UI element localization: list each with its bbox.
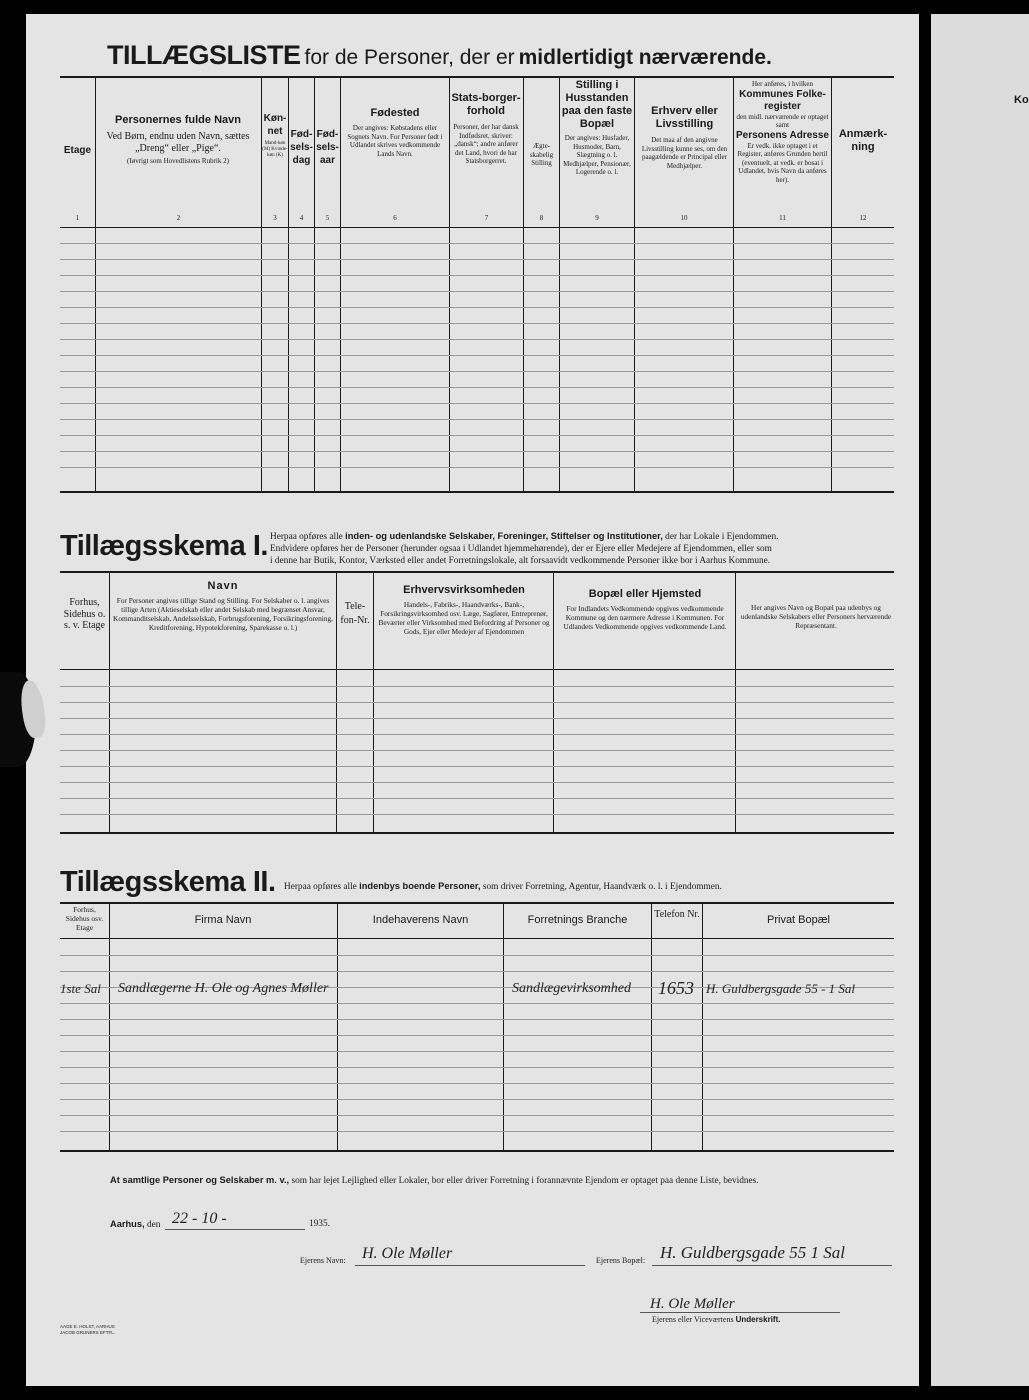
schema2-col-branche: Forretnings Branche [527,914,628,926]
schema1-col-repraesentant: Her angives Navn og Bopæl paa udenbys og udenlandske Selskabers eller Personers herværende Repræsentant. [740,603,892,630]
list-row-rule [60,403,894,404]
list-col-etage: Etage [63,145,92,156]
list-row-rule [60,259,894,260]
owner-address-label: Ejerens Bopæl: [596,1256,646,1265]
list-header-rule [60,227,894,228]
schema1-top-rule [60,571,894,573]
declaration: At samtlige Personer og Selskaber m. v., som har lejet Lejlighed eller Lokaler, bor eller driver Forretning i forannævnte Ejendom er optaget paa denne Liste, bevidnes. [110,1175,759,1186]
list-col-foedselsaar: Fød-sels-aar [316,129,339,166]
schema2-row-rule [60,955,894,956]
list-row-rule [60,387,894,388]
schema1-col-etage: Forhus, Sidehus o. s. v. Etage [63,597,106,631]
col-number: 10 [680,214,688,222]
list-col-name: Personernes fulde Navn Ved Børn, endnu uden Navn, sættes „Dreng“ eller „Pige“. (Iøvrigt som Hovedlistens Rubrik 2) [106,114,250,165]
schema2-col-telefon: Telefon Nr. [654,909,700,920]
list-row-rule [60,419,894,420]
schema2-row-rule [60,1115,894,1116]
col-number: 12 [859,214,867,222]
schema1-col-bopael: Bopæl eller Hjemsted For Indlandets Vedkommende opgives vedkommende Kommune og den nærmere Adresse i Kommunen. For Udlandets Vedkommende opgives vedkommende Land. [563,588,727,631]
schema1-bottom-rule [60,832,894,834]
date-underline [165,1229,305,1230]
list-col-divider [634,78,635,491]
list-title-bold2: midlertidigt nærværende. [518,46,772,69]
schema1-col-navn: Navn For Personer angives tillige Stand og Stilling. For Selskaber o. l. angives tillige Arten (Aktieselskab eller andet Selskab med begrænset Ansvar, Kommanditselskab, Andelsselskab, Forbrugsforening, Forsikringsforening, Kreditforening, Hypotekforening, Sparekasse o. l.) [113,580,333,632]
list-col-statsborger: Stats-borger-forhold Personer, der har dansk Indfødsret, skriver: „dansk“; andre anfører det Land, hvori de har Statsborgerret. [451,92,521,165]
list-row-rule [60,307,894,308]
list-top-rule [60,76,894,78]
schema2-col-etage: Forhus, Sidehus osv. Etage [65,905,104,932]
schema2-row-rule [60,1003,894,1004]
schema2-col-divider [651,904,652,1150]
schema2-col-bopael: Privat Bopæl [767,914,830,926]
list-row-rule [60,435,894,436]
owner-address-handwritten: H. Guldbergsgade 55 1 Sal [660,1243,845,1262]
list-row-rule [60,355,894,356]
list-col-divider [733,78,734,491]
owner-address-underline [652,1265,892,1266]
schema2-row-rule [60,971,894,972]
row-branche-handwritten: Sandlægevirksomhed [512,981,631,996]
schema2-title: Tillægsskema II. [60,866,276,898]
list-col-erhverv: Erhverv eller Livsstilling Det maa af den angivne Livsstilling kunne ses, om den paagældende er Principal eller Medhjælper. [641,105,728,170]
schema1-description: Herpaa opføres alle inden- og udenlandske Selskaber, Foreninger, Stiftelser og Institutioner, der har Lokale i Ejendommen. Endvidere opføres her de Personer (herunder ogsaa i Udlandet hjemmehørende), der er Ejere eller Medejere af Ejendommen, eller som i denne har Butik, Kontor, Værksted eller andet Forretningslokale, alt forsaavidt vedkommende Personer ikke bor i Aarhus Kommune. [270,531,779,566]
list-col-divider [95,78,96,491]
schema2-col-firma: Firma Navn [194,914,252,926]
schema1-row-rule [60,718,894,719]
schema1-row-rule [60,750,894,751]
list-col-foedested: Fødested Der angives: Købstadens eller Sognets Navn. For Personer født i Udlandet skrives vedkommende Lands Navn. [347,107,443,158]
schema2-col-indehaver: Indehaverens Navn [372,914,469,926]
date-line: Aarhus, den [110,1219,161,1230]
owner-name-underline [355,1265,585,1266]
list-col-divider [340,78,341,491]
list-title-bold: TILLÆGSLISTE [107,40,301,70]
schema2-col-divider [337,904,338,1150]
adjacent-page-text: Ko [1014,94,1029,106]
date-handwritten: 22 - 10 - [172,1210,227,1227]
list-col-folkeregister: Her anføres, i hvilken Kommunes Folke-register den midl. nærværende er optaget samt Personens Adresse Er vedk. ikke optaget i et Register, anføres Grunden hertil (eventuelt, at vedk. er bosat i Udlandet, hvis Navn da anføres her). [735,80,829,184]
col-number: 6 [393,214,397,222]
schema2-description: Herpaa opføres alle indenbys boende Personer, som driver Forretning, Agentur, Haandværk o. l. i Ejendommen. [284,881,722,892]
schema2-row-rule [60,1083,894,1084]
schema2-col-divider [702,904,703,1150]
list-title-mid: for de Personer, der er [304,46,515,69]
col-number: 9 [595,214,599,222]
list-row-rule [60,323,894,324]
row-bopael-handwritten: H. Guldbergsgade 55 - 1 Sal [706,981,856,996]
schema2-header-rule [60,938,894,939]
schema1-row-rule [60,734,894,735]
schema1-title: Tillægsskema I. [60,530,268,562]
schema2-bottom-rule [60,1150,894,1152]
list-row-rule [60,371,894,372]
year: 1935. [309,1219,330,1229]
schema2-row-rule [60,1067,894,1068]
list-col-anmaerkning: Anmærk-ning [838,128,888,153]
list-row-rule [60,275,894,276]
schema2-col-divider [503,904,504,1150]
col-number: 1 [75,214,80,222]
col-number: 3 [273,214,277,222]
signature-underline [640,1312,840,1313]
list-col-stilling: Stilling i Husstanden paa den faste Bopæl Der angives: Husfader, Husmoder, Barn, Slægtning o. l. Medhjælper, Pensionær, Logerende o. l. [561,79,633,176]
schema1-row-rule [60,798,894,799]
signature-label: Ejerens eller Viceværtens Underskrift. [652,1315,781,1324]
col-number: 8 [539,214,544,222]
col-number: 2 [176,214,181,222]
schema1-row-rule [60,782,894,783]
schema2-row-rule [60,1035,894,1036]
list-row-rule [60,451,894,452]
list-col-divider [449,78,450,491]
schema1-col-telefon: Tele-fon-Nr. [340,601,370,626]
printer-mark: AAGE E. HOLST, AARHUS JACOB GRUNERS EFTFL. [60,1324,116,1335]
col-number: 11 [779,214,786,222]
row-etage-handwritten: 1ste Sal [60,981,101,996]
list-row-rule [60,291,894,292]
list-col-divider [831,78,832,491]
list-col-divider [523,78,524,491]
adjacent-page [931,14,1029,1386]
row-firma-handwritten: Sandlægerne H. Ole og Agnes Møller [118,981,329,996]
schema2-row-rule [60,1099,894,1100]
list-col-divider [559,78,560,491]
list-title [107,40,772,71]
schema2-col-divider [109,904,110,1150]
schema1-row-rule [60,814,894,815]
schema1-row-rule [60,766,894,767]
signature-handwritten: H. Ole Møller [650,1296,735,1312]
schema2-row-rule [60,1131,894,1132]
list-row-rule [60,467,894,468]
list-row-rule [60,339,894,340]
owner-name-label: Ejerens Navn: [300,1256,346,1265]
list-col-foedselsdag: Fød-sels-dag [290,129,313,166]
schema1-header-rule [60,669,894,670]
col-number: 7 [484,214,489,222]
schema2-top-rule [60,902,894,904]
list-col-koennet: Køn-net Mand-køn (M) Kvinde-køn (K) [262,113,288,158]
schema2-row-rule [60,1051,894,1052]
schema2-row-rule [60,1019,894,1020]
row-telefon-handwritten: 1653 [658,978,694,998]
col-number: 5 [325,214,330,222]
list-col-aegteskab: Ægte-skabelig Stilling [529,142,554,167]
schema1-row-rule [60,686,894,687]
list-bottom-rule [60,491,894,493]
list-row-rule [60,243,894,244]
schema1-row-rule [60,702,894,703]
col-number: 4 [299,214,304,222]
owner-name-handwritten: H. Ole Møller [362,1245,453,1262]
schema1-col-erhverv: Erhvervsvirksomheden Handels-, Fabriks-, Haandværks-, Bank-, Forsikringsvirksomhed osv. Læge, Sagfører, Entreprenør, Beværter eller Virksomhed med Befordring af Personer og Gods, Ejer eller Medejer af Ejendommen [378,584,550,636]
